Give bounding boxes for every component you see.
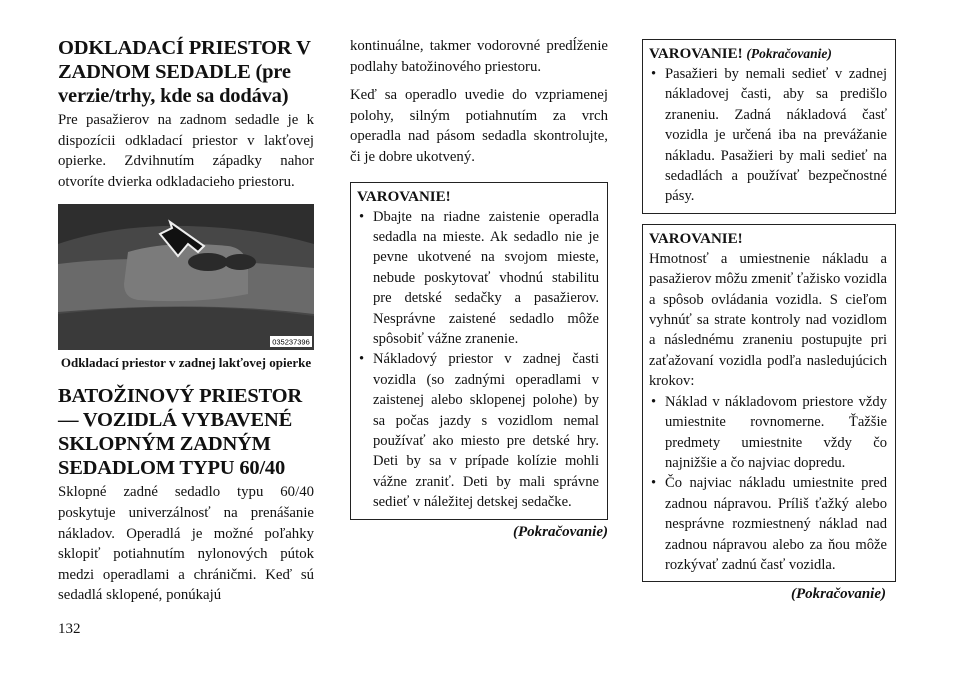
page-number: 132 [58, 621, 81, 637]
cargo-area-paragraph: Sklopné zadné sedadlo typu 60/40 poskytuje univerzálnosť na prenášanie nákladov. Operadlá je možné poľahky sklopiť potiahnutím nylonových pútok medzi operadlami a chráničmi. Keď sú sedadlá sklopené, ponúkajú [58, 484, 314, 604]
warning-item: • Náklad v nákladovom priestore vždy umiestnite rovnomerne. Ťažšie predmety umiestnite vždy čo najnižšie a čo najviac dopredu. [649, 392, 887, 474]
section-heading-cargo-area: BATOŽINOVÝ PRIESTOR — VOZIDLÁ VYBAVENÉ SKLOPNÝM ZADNÝM SEDADLOM TYPU 60/40 [58, 385, 302, 480]
column-middle [350, 36, 608, 541]
warning-title: VAROVANIE! [357, 188, 451, 205]
armrest-illustration [58, 204, 314, 350]
armrest-storage-photo [58, 204, 314, 350]
continued-label: (Pokračovanie) [513, 523, 608, 540]
rear-storage-paragraph: Pre pasažierov na zadnom sedadle je k dispozícii odkladací priestor v lakťovej opierke. Zdvihnutím západky nahor otvoríte dvierka odkladacieho priestoru. [58, 112, 314, 190]
cargo-continued-paragraph: kontinuálne, takmer vodorovné predĺženie podlahy batožinového priestoru. [350, 38, 608, 75]
warning-box-load [642, 224, 896, 583]
warning-title-text: VAROVANIE! [649, 46, 743, 62]
warning-item: • Čo najviac nákladu umiestnite pred zadnou nápravou. Príliš ťažký alebo nesprávne rozmiestnený náklad nad zadnou nápravou alebo za ňou môže rozkývať zadnú časť vozidla. [649, 473, 887, 575]
warning-item: • Nákladový priestor v zadnej časti vozidla (so zadnými operadlami v zaistenej alebo sklopenej polohe) by sa počas jazdy s vozidlom nemal používať ako miesto pre detské hry. Deti by sa v prípade kolízie mohli vážne zraniť. Deti by mali správne sedieť v náležitej detskej sedačke. [357, 349, 599, 512]
section-heading-rear-storage: ODKLADACÍ PRIESTOR V ZADNOM SEDADLE (pre verzie/trhy, kde sa dodáva) [58, 37, 311, 107]
warning-box-seatback [350, 182, 608, 520]
warning-title [649, 44, 887, 64]
column-left [58, 36, 314, 606]
warning-item: • Dbajte na riadne zaistenie operadla sedadla na mieste. Ak sedadlo nie je pevne ukotvené na svojom mieste, nebude poskytovať vhodnú stabilitu pre detské sedačky a pasažierov. Nesprávne zaistené sedadlo môže spôsobiť vážne zranenie. [357, 207, 599, 350]
image-code: 035237396 [272, 337, 310, 347]
warning-title: VAROVANIE! [649, 230, 743, 247]
photo-caption: Odkladací priestor v zadnej lakťovej opierke [60, 355, 312, 371]
warning-item: • Pasažieri by nemali sedieť v zadnej nákladovej časti, aby sa predišlo zraneniu. Zadná nákladová časť vozidla je určená iba na prevážanie nákladu. Pasažieri by mali sedieť na sedadlách a používať bezpečnostné pásy. [649, 64, 887, 207]
seatback-check-paragraph: Keď sa operadlo uvedie do vzpriamenej polohy, silným potiahnutím za vrch operadla nad pásom sedadla skontrolujte, či je dobre ukotvený. [350, 87, 608, 165]
warning-box-passengers [642, 39, 896, 214]
warning-paragraph: Hmotnosť a umiestnenie nákladu a pasažierov môžu zmeniť ťažisko vozidla a spôsob ovládania vozidla. S cieľom vyhnúť sa strate kontroly nad vozidlom a následnému zraneniu postupujte pri zaťažovaní vozidla podľa nasledujúcich krokov: [649, 250, 887, 390]
continued-label: (Pokračovanie) [791, 586, 886, 603]
column-right [642, 36, 896, 603]
warning-continued-label: (Pokračovanie) [746, 46, 832, 61]
